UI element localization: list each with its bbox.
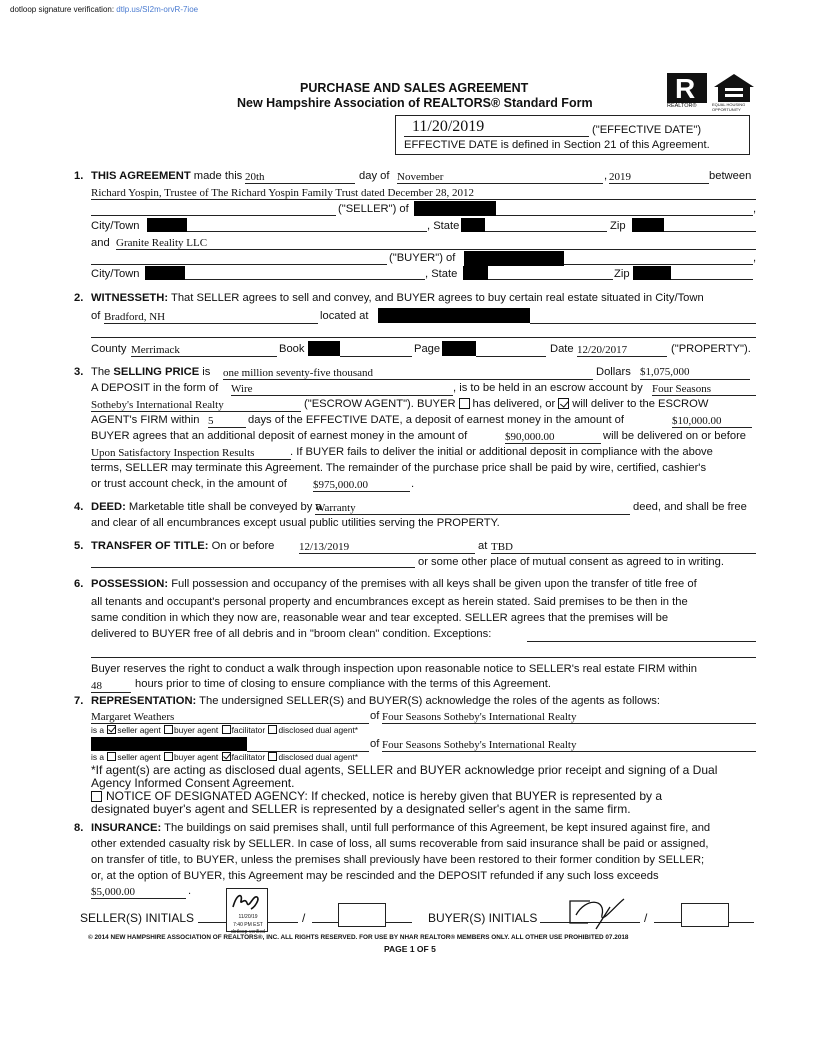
realtor-text: REALTOR® [667, 103, 697, 109]
effective-date-note: EFFECTIVE DATE is defined in Section 21 of this Agreement. [404, 139, 710, 151]
redacted-seller-zip [632, 218, 664, 232]
has-delivered-checkbox[interactable] [459, 398, 470, 409]
section-1-line-1: THIS AGREEMENT made this [91, 170, 243, 182]
and-label: and [91, 237, 110, 249]
stamp-time: 7:40 PM EST [233, 922, 263, 928]
section-8-line-4: or, at the option of BUYER, this Agreement may be rescinded and the DEPOSIT refunded if any such loss exceeds [91, 870, 659, 882]
buyer-state-label: , State [425, 268, 458, 280]
equal-housing-icon [712, 73, 756, 103]
section-number: 4. [74, 501, 84, 513]
section-number: 1. [74, 170, 84, 182]
section-8-line-1: INSURANCE: The buildings on said premises shall, until full performance of this Agreement, be kept insured against fire, and [91, 822, 711, 834]
balance-label: or trust account check, in the amount of [91, 478, 287, 490]
deposit-form: Wire [231, 383, 253, 395]
of-label: of [91, 310, 101, 322]
deed-free-label: deed, and shall be free [633, 501, 747, 513]
redacted-book [308, 341, 340, 356]
agent-2-firm: Four Seasons Sotheby's International Realty [382, 739, 577, 751]
deposit-delivery-line: ("ESCROW AGENT"). BUYER has delivered, or will deliver to the ESCROW [304, 398, 709, 410]
dual-agency-note-1: *If agent(s) are acting as disclosed dual agents, SELLER and BUYER acknowledge prior receipt and signing of a Dual [91, 763, 718, 777]
will-deliver-checkbox[interactable] [558, 398, 569, 409]
additional-deposit-due-label: will be delivered on or before [603, 430, 747, 442]
seller-of-label: ("SELLER") of [338, 203, 409, 215]
section-5-line-2: or some other place of mutual consent as agreed to in writing. [418, 556, 724, 568]
property-label: ("PROPERTY"). [671, 343, 751, 355]
seller-name: Richard Yospin, Trustee of The Richard Yospin Family Trust dated December 28, 2012 [91, 187, 474, 199]
effective-date: 11/20/2019 [412, 118, 485, 135]
period: . [188, 885, 192, 897]
agreement-month: November [397, 171, 444, 183]
agent-2-facilitator-checkbox[interactable] [222, 752, 231, 761]
deed-type: Warranty [315, 502, 356, 514]
section-5-line-1: TRANSFER OF TITLE: On or before [91, 540, 275, 552]
redacted-agent-2-name [91, 737, 247, 751]
seller-initials-box-2[interactable] [338, 903, 386, 927]
buyer-initials-box-2[interactable] [681, 903, 729, 927]
dual-agency-note-2: Agency Informed Consent Agreement. [91, 776, 295, 790]
deposit-form-label: A DEPOSIT in the form of [91, 382, 219, 394]
buyer-signature-icon [566, 895, 638, 931]
of-label: of [370, 738, 380, 750]
section-number: 3. [74, 366, 84, 378]
section-6-line-3: same condition in which they now are, reasonable wear and tear excepted. SELLER agrees that the premises will be [91, 612, 669, 624]
between-label: between [709, 170, 752, 182]
day-of-label: day of [359, 170, 390, 182]
doc-subtitle: New Hampshire Association of REALTORS® Standard Form [237, 96, 593, 110]
exceptions-label: delivered to BUYER free of all debris and in "broom clean" condition. Exceptions: [91, 628, 492, 640]
stamp-verified: dotloop verified [231, 929, 265, 935]
seller-initials-label: SELLER(S) INITIALS [80, 911, 195, 925]
realtor-r-icon [667, 73, 707, 107]
agent-1-dual-agent-checkbox[interactable] [268, 725, 277, 734]
comma: , [753, 252, 757, 264]
redacted-buyer-city [145, 266, 185, 280]
agent-1-facilitator-checkbox[interactable] [222, 725, 231, 734]
section-4-line-2: and clear of all encumbrances except usual public utilities serving the PROPERTY. [91, 517, 500, 529]
transfer-place: TBD [491, 541, 513, 553]
stamp-date: 11/20/19 [238, 914, 258, 920]
redacted-buyer-zip [633, 266, 671, 280]
initials-signature-icon [227, 889, 267, 913]
deposit-days-text: days of the EFFECTIVE DATE, a deposit of earnest money in the amount of [248, 414, 624, 426]
redacted-seller-state [461, 218, 485, 232]
page-label: Page [414, 343, 441, 355]
agent-firm-within-label: AGENT's FIRM within [91, 414, 200, 426]
located-at-label: located at [320, 310, 369, 322]
agent-1-seller-agent-checkbox[interactable] [107, 725, 116, 734]
section-number: 7. [74, 695, 84, 707]
county-label: County [91, 343, 127, 355]
section-2-line-1: WITNESSETH: That SELLER agrees to sell and convey, and BUYER agrees to buy certain real estate situated in City/Town [91, 292, 704, 304]
comma: , [753, 203, 757, 215]
effective-date-label: ("EFFECTIVE DATE") [592, 124, 702, 136]
verification-line [10, 5, 198, 14]
property-town: Bradford, NH [104, 311, 166, 323]
section-6-line-2: all tenants and occupant's personal property and encumbrances except as herein stated. Said premises to be then in the [91, 596, 688, 608]
deed-date: 12/20/2017 [577, 344, 628, 356]
redacted-seller-address [414, 201, 496, 216]
buyer-initials-signature[interactable] [566, 895, 638, 931]
designated-agency-notice-2: designated buyer's agent and SELLER is represented by a designated seller's agent in the same firm. [91, 802, 631, 816]
agent-1-firm: Four Seasons Sotheby's International Realty [382, 711, 577, 723]
seller-state-label: , State [427, 220, 460, 232]
escrow-agent-1: Four Seasons [652, 383, 711, 395]
at-label: at [478, 540, 488, 552]
agreement-year: 2019 [609, 171, 631, 183]
section-4-line-1: DEED: Marketable title shall be conveyed by a [91, 501, 322, 513]
copyright: © 2014 NEW HAMPSHIRE ASSOCIATION OF REALTORS®, INC. ALL RIGHTS RESERVED. FOR USE BY NHAR REALTOR® MEMBERS ONLY. ALL OTHER USE PROHIBITED 07.2018 [88, 934, 629, 941]
additional-deposit-amount: $90,000.00 [505, 431, 555, 443]
purchase-price: $1,075,000 [640, 366, 690, 378]
section-8-line-2: other extended casualty risk by SELLER. In case of loss, all sums recoverable from said insurance shall be paid or assigned, [91, 838, 709, 850]
initial-deposit-amount: $10,000.00 [672, 415, 722, 427]
redacted-seller-city [147, 218, 187, 232]
section-6-line-6: hours prior to time of closing to ensure compliance with the terms of this Agreement. [135, 678, 551, 690]
section-6-line-1: POSSESSION: Full possession and occupancy of the premises with all keys shall be given upon the transfer of title free of [91, 578, 697, 590]
section-6-walkthrough: Buyer reserves the right to conduct a walk through inspection upon reasonable notice to SELLER's real estate FIRM within [91, 663, 697, 675]
agreement-day: 20th [245, 171, 265, 183]
escrow-agent-2: Sotheby's International Realty [91, 399, 224, 411]
redacted-buyer-address [464, 251, 564, 266]
agent-1-name: Margaret Weathers [91, 711, 175, 723]
buyer-of-label: ("BUYER") of [389, 252, 456, 264]
agent-1-buyer-agent-checkbox[interactable] [164, 725, 173, 734]
buyer-city-label: City/Town [91, 268, 140, 280]
redacted-buyer-state [463, 266, 488, 280]
agent-2-buyer-agent-checkbox[interactable] [164, 752, 173, 761]
logo-r-letter: R [675, 73, 696, 104]
agent-2-dual-agent-checkbox[interactable] [268, 752, 277, 761]
buyer-zip-label: Zip [614, 268, 630, 280]
section-number: 5. [74, 540, 84, 552]
section-number: 2. [74, 292, 84, 304]
additional-deposit-label: BUYER agrees that an additional deposit of earnest money in the amount of [91, 430, 468, 442]
deposit-days: 5 [208, 415, 214, 427]
walkthrough-hours: 48 [91, 680, 102, 692]
dollars-label: Dollars [596, 366, 631, 378]
section-number: 6. [74, 578, 84, 590]
redacted-page [442, 341, 476, 356]
price-words: one million seventy-five thousand [223, 367, 373, 379]
county-value: Merrimack [131, 344, 180, 356]
transfer-date: 12/13/2019 [299, 541, 350, 553]
comma: , [604, 170, 608, 182]
slash: / [644, 911, 648, 925]
section-3-line-6: . If BUYER fails to deliver the initial or additional deposit in compliance with the above [290, 446, 713, 458]
doc-title: PURCHASE AND SALES AGREEMENT [300, 81, 529, 95]
buyer-initials-label: BUYER(S) INITIALS [428, 911, 538, 925]
seller-zip-label: Zip [610, 220, 626, 232]
section-3-line-1: The SELLING PRICE is [91, 366, 211, 378]
escrow-held-label: , is to be held in an escrow account by [453, 382, 643, 394]
of-label: of [370, 710, 380, 722]
agent-1-role: is a seller agent buyer agent facilitator disclosed dual agent* [91, 725, 359, 735]
date-label: Date [550, 343, 574, 355]
page-number: PAGE 1 OF 5 [384, 944, 436, 954]
additional-deposit-condition: Upon Satisfactory Inspection Results [91, 447, 255, 459]
agent-2-role: is a seller agent buyer agent facilitator disclosed dual agent* [91, 752, 359, 762]
balance-amount: $975,000.00 [313, 479, 368, 491]
seller-city-label: City/Town [91, 220, 140, 232]
designated-agency-checkbox[interactable] [91, 791, 102, 802]
agent-2-seller-agent-checkbox[interactable] [107, 752, 116, 761]
section-3-line-7: terms, SELLER may terminate this Agreement. The remainder of the purchase price shall be paid by wire, certified, cashier's [91, 462, 707, 474]
section-number: 8. [74, 822, 84, 834]
redacted-property-address [378, 308, 530, 323]
loss-threshold: $5,000.00 [91, 886, 135, 898]
verification-label: dotloop signature verification: [10, 5, 115, 14]
verification-link[interactable]: dtlp.us/SI2m-orvR-7ioe [116, 5, 199, 14]
slash: / [302, 911, 306, 925]
section-8-line-3: on transfer of title, to BUYER, unless the premises shall previously have been restored to their former condition by SELLER; [91, 854, 705, 866]
eho-text: EQUAL HOUSING OPPORTUNITY [712, 102, 746, 112]
designated-agency-notice: NOTICE OF DESIGNATED AGENCY: If checked, notice is hereby given that BUYER is represented by a [91, 789, 662, 803]
section-7-line-1: REPRESENTATION: The undersigned SELLER(S) and BUYER(S) acknowledge the roles of the agents as follows: [91, 695, 660, 707]
buyer-name: Granite Reality LLC [116, 237, 208, 249]
realtor-logo [667, 73, 707, 107]
period: . [411, 478, 415, 490]
book-label: Book [279, 343, 305, 355]
